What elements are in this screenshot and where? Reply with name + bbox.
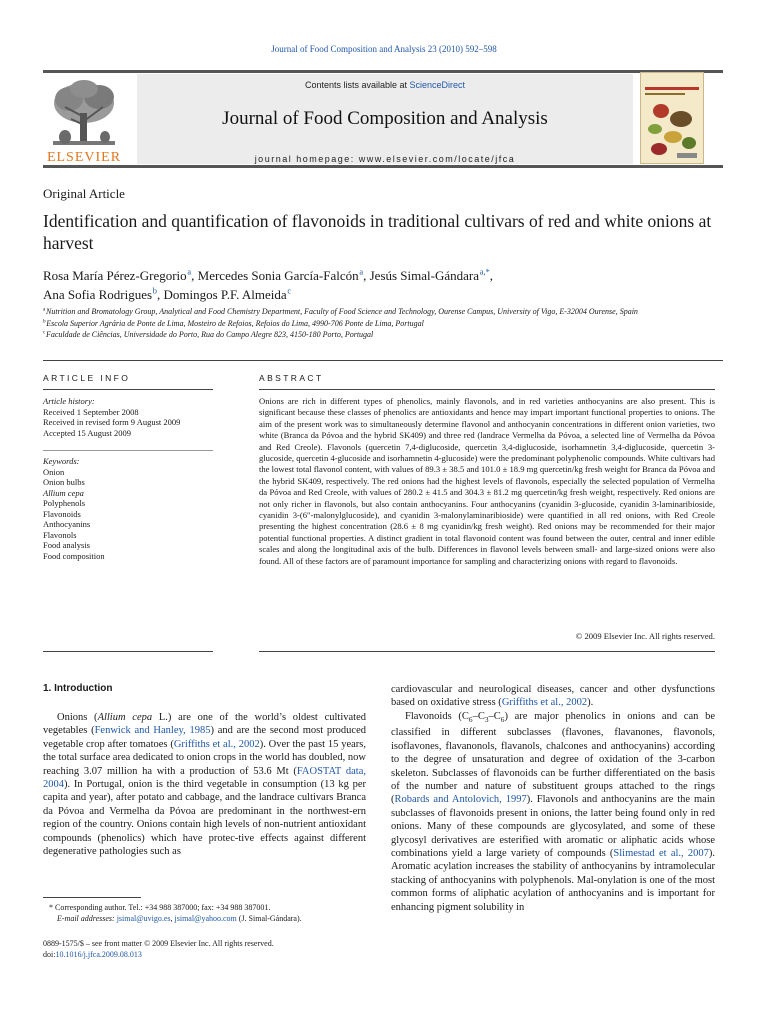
abstract-rule bbox=[259, 389, 715, 390]
sciencedirect-link[interactable]: ScienceDirect bbox=[409, 80, 466, 90]
front-matter bbox=[43, 938, 373, 960]
body-paragraph: cardiovascular and neurological diseases, cancer and other dysfunctions based on oxidative stress (Griffiths et al., 2002). bbox=[391, 684, 715, 709]
abstract-bottom-rule bbox=[259, 651, 715, 652]
keyword-item: Onion bulbs bbox=[43, 477, 85, 487]
author-name[interactable]: Ana Sofia Rodrigues bbox=[43, 287, 153, 302]
affiliation-marker[interactable]: a bbox=[187, 266, 192, 277]
journal-cover-thumbnail[interactable] bbox=[640, 72, 704, 164]
masthead-top-rule bbox=[43, 70, 723, 73]
footnote-rule bbox=[43, 897, 141, 898]
corresponding-author-note: * Corresponding author. Tel.: +34 988 387000; fax: +34 988 387001. bbox=[49, 903, 271, 912]
affiliation-marker[interactable]: a,* bbox=[479, 266, 490, 277]
subscript: 6 bbox=[500, 714, 505, 724]
history-keywords-divider bbox=[43, 450, 213, 451]
journal-title: Journal of Food Composition and Analysis bbox=[222, 108, 548, 129]
article-type: Original Article bbox=[43, 186, 125, 201]
affiliation-item: $^a$ Nutrition and Bromatology Group, Analytical and Food Chemistry Department, Faculty of Food Science and Technology, Ourense Campus, University of Vigo, E-32004 Ourense, Spain bbox=[43, 306, 638, 316]
affiliations bbox=[43, 306, 733, 341]
article-info-rule bbox=[43, 389, 213, 390]
journal-homepage[interactable]: journal homepage: www.elsevier.com/locate/jfca bbox=[254, 154, 516, 164]
issn-line: 0889-1575/$ – see front matter © 2009 Elsevier Inc. All rights reserved. bbox=[43, 939, 274, 948]
author-list bbox=[43, 266, 733, 304]
authors-line-1: Rosa María Pérez-Gregorio $^a$, Mercedes Sonia García-Falcón $^a$, Jesús Simal-Gándara $^{a,*}$, bbox=[43, 266, 494, 283]
article-title: Identification and quantification of flavonoids in traditional cultivars of red and white onions at harvest bbox=[43, 211, 712, 253]
subscript: 3 bbox=[484, 714, 489, 724]
keyword-item: Food composition bbox=[43, 550, 105, 561]
author-name[interactable]: Rosa María Pérez-Gregorio bbox=[43, 268, 187, 283]
body-column-right bbox=[391, 683, 715, 914]
abstract-heading: ABSTRACT bbox=[259, 373, 324, 383]
contents-available-line bbox=[137, 80, 633, 90]
abstract-text: Onions are rich in different types of phenolics, mainly flavonols, and in red varieties anthocyanins are also present. This is significant because these classes of phenolics are antioxidants and hence may impart important functional properties to onions. The aim of the present work was to simultaneously determine flavonol and anthocyanin concentrations in different onion varieties, two white (Branca da Póvoa and the hybrid SK409) and three red (landrace Vermelha da Póvoa, a selected line of Vermelha da Póvoa and Red Creole). Flavonols (quercetin 7,4-diglucoside, quercetin 3,4-diglucoside, isorhamnetin 3,4-diglucoside, quercetin 3-glucoside, quercetin 4-glucoside and isorhamnetin 4-glucoside) were the predominant polyphenolic compounds. White cultivars had the lowest total flavonol content, with values of 89.3 ± 38.5 and 101.0 ± 18.9 mg quercetin/kg fresh weight for Branca da Póvoa and the hybrid SK409, respectively. The red onions had the highest levels of flavonols, especially the selected population of Vermelha da Póvoa and Red Creole, with values of 280.2 ± 41.5 and 304.3 ± 81.2 mg quercetin/kg fresh weight, respectively. Red onions are not only richer in flavonols, but also contain anthocyanins. Four anthocyanins (cyanidin 3-glucoside, cyanidin 3-laminaribioside, cyanidin 3-(6″-malonylglucoside), and cyanidin 3-malonylaminaribioside) were quantified in all red onions, with Red Creole presenting the highest concentration (28.6 ± 8 mg cyanidin/kg fresh weight). Red onions may be recommended for their major potential functional properties. A distinct gradient in total flavonoid content was found between the outer, central and inner edible scales and along the longitudinal axis of the bulb. Differences in flavonol levels between small- and large-sized onions were also found. All of these factors are of paramount importance for sampling and characterizing onions with regard to flavonoids. bbox=[259, 396, 715, 566]
footnotes bbox=[43, 902, 373, 924]
author-name[interactable]: Domingos P.F. Almeida bbox=[163, 287, 287, 302]
body-column-left bbox=[43, 711, 366, 858]
journal-citation[interactable]: Journal of Food Composition and Analysis 23 (2010) 592–598 bbox=[271, 44, 497, 54]
article-history-heading: Article history: bbox=[43, 396, 95, 406]
doi-link[interactable]: 10.1016/j.jfca.2009.08.013 bbox=[55, 950, 142, 959]
doi-line: doi:10.1016/j.jfca.2009.08.013 bbox=[43, 950, 142, 959]
affiliation-marker[interactable]: a bbox=[359, 266, 364, 277]
masthead-center-panel bbox=[137, 74, 633, 164]
citation-link[interactable]: FAOSTAT data, 2004 bbox=[43, 765, 366, 791]
article-info-heading: ARTICLE INFO bbox=[43, 373, 131, 383]
article-history bbox=[43, 396, 218, 438]
abstract-copyright: © 2009 Elsevier Inc. All rights reserved. bbox=[575, 631, 715, 641]
affiliation-marker[interactable]: c bbox=[287, 285, 292, 296]
affiliation-item: $^c$ Faculdade de Ciências, Universidade do Porto, Rua do Campo Alegre 823, 4150-180 Porto, Portugal bbox=[43, 329, 374, 339]
affiliation-marker[interactable]: b bbox=[152, 285, 157, 296]
keyword-item: Flavonoids bbox=[43, 508, 81, 519]
history-accepted: Accepted 15 August 2009 bbox=[43, 427, 132, 438]
email-link[interactable]: jsimal@uvigo.es bbox=[116, 914, 171, 923]
keywords-heading: Keywords: bbox=[43, 456, 80, 466]
affiliation-item: $^b$ Escola Superior Agrária de Ponte de Lima, Mosteiro de Refoios, Refoios do Lima, 4990-706 Ponte de Lima, Portugal bbox=[43, 317, 424, 328]
header-divider bbox=[43, 360, 723, 361]
keyword-item: Flavonols bbox=[43, 529, 77, 540]
citation-link[interactable]: Slimestad et al., 2007 bbox=[613, 847, 709, 859]
citation-link[interactable]: Robards and Antolovich, 1997 bbox=[394, 794, 527, 806]
article-info-bottom-rule bbox=[43, 651, 213, 652]
subscript: 6 bbox=[468, 714, 473, 724]
citation-link[interactable]: Griffiths et al., 2002 bbox=[173, 738, 260, 750]
elsevier-wordmark: ELSEVIER bbox=[46, 150, 122, 165]
keyword-item: Polyphenols bbox=[43, 498, 86, 508]
contents-prefix: Contents lists available at bbox=[304, 80, 410, 90]
journal-masthead bbox=[43, 70, 723, 168]
keyword-item: Allium cepa bbox=[43, 487, 84, 498]
authors-line-2: Ana Sofia Rodrigues $^b$, Domingos P.F. Almeida $^c$ bbox=[43, 285, 292, 302]
section-heading-introduction: 1. Introduction bbox=[43, 683, 113, 694]
history-revised: Received in revised form 9 August 2009 bbox=[43, 417, 181, 427]
keyword-item: Anthocyanins bbox=[43, 519, 91, 529]
body-paragraph: Flavonoids $(C_6-C_3-C_6)$ are major phenolics in onions and can be classified in different subclasses (flavones, flavanones, flavonols, isoflavones, flavanonols, flavanols, chalcones and anthocyanins) according to the degree of unsaturation and degree of oxidation of the 3-carbon skeleton. Subclasses of flavonoids can be further differentiated on the basis of the number and nature of substituent groups attached to the rings (Robards and Antolovich, 1997). Flavonols and anthocyanins are the main subclasses of flavonoids present in onions, the latter being found only in red onions. Many of these compounds are glycosylated, and some of these glycosyl derivatives are esterified with aromatic or aliphatic acids whose combinations yield a large variety of compounds (Slimestad et al., 2007). Aromatic acylation increases the stability of anthocyanins by intramolecular stacking of anthocyanins with polyphenols. Mal-onylation is one of the most common forms of aliphatic acylation of anthocyanins and is important for enhancing pigment solubility in bbox=[391, 710, 716, 913]
author-name[interactable]: Mercedes Sonia García-Falcón bbox=[197, 268, 359, 283]
keyword-item: Onion bbox=[43, 466, 65, 477]
masthead-bottom-rule bbox=[43, 165, 723, 168]
italic-term: Allium cepa bbox=[97, 712, 153, 723]
body-paragraph: Onions (Allium cepa L.) are one of the world’s oldest cultivated vegetables (Fenwick and Hanley, 1985) and are the second most produced vegetable crop after tomatoes (Griffiths et al., 2002). Over the past 15 years, the total surface area dedicated to onion crops in the world has doubled, now reaching 3.07 million ha with a production of 53.6 Mt (FAOSTAT data, 2004). In Portugal, onion is the third vegetable in consumption (13 kg per capita and year), after potato and cabbage, and the landrace cultivars Branca da Póvoa and Vermelha da Póvoa are predominant in the northwest-ern region of the country. Onions contain high levels of non-nutrient antioxidant compounds (phenolics) which have protec-tive effects against different degenerative pathologies such as bbox=[43, 712, 367, 858]
email-note: E-mail addresses: jsimal@uvigo.es, jsimal@yahoo.com (J. Simal-Gándara). bbox=[57, 914, 302, 923]
citation-link[interactable]: Griffiths et al., 2002 bbox=[501, 697, 588, 709]
history-received: Received 1 September 2008 bbox=[43, 406, 139, 417]
email-link[interactable]: jsimal@yahoo.com bbox=[174, 914, 237, 923]
author-name[interactable]: Jesús Simal-Gándara bbox=[369, 268, 479, 283]
keyword-item: Food analysis bbox=[43, 540, 90, 550]
keywords bbox=[43, 456, 218, 561]
citation-link[interactable]: Fenwick and Hanley, 1985 bbox=[94, 725, 211, 737]
